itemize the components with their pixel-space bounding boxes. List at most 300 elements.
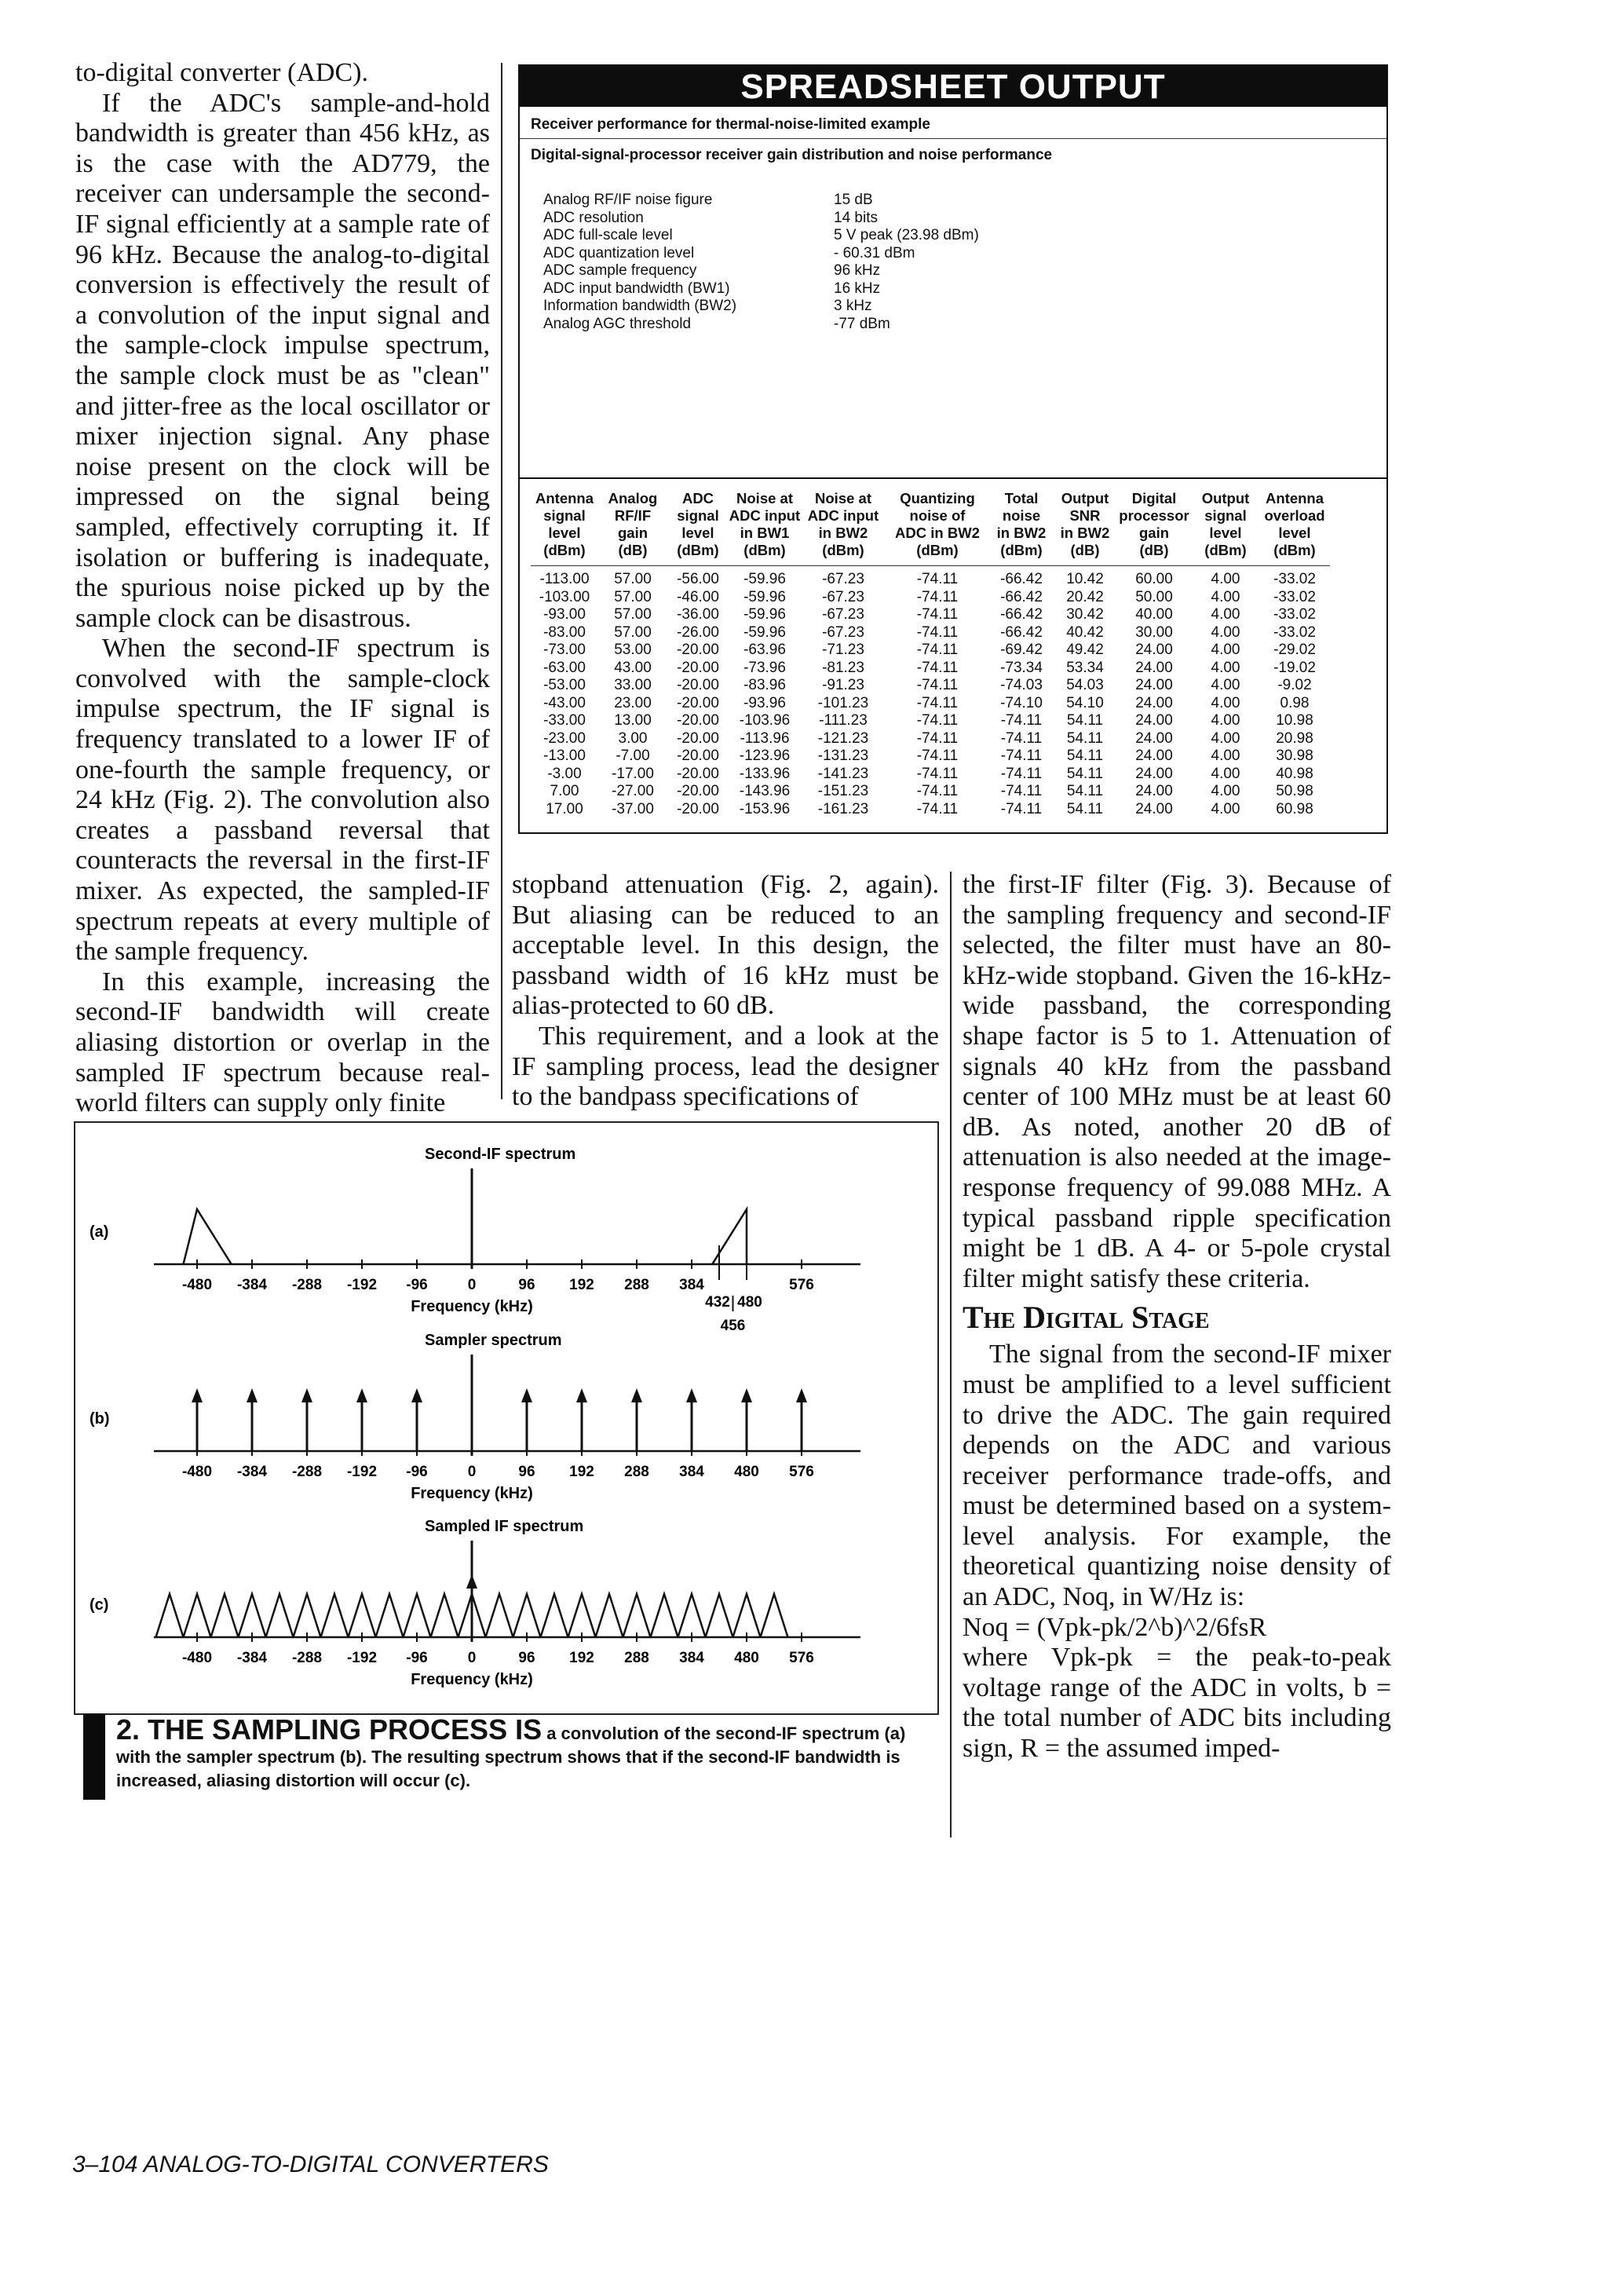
column-header: Digital processor gain (dB) (1116, 490, 1192, 566)
spectrum-triangle (596, 1594, 623, 1637)
table-cell: 40.00 (1135, 606, 1173, 623)
tick-label: -288 (291, 1650, 323, 1666)
tick-label: -288 (291, 1277, 323, 1293)
table-cell: -13.00 (543, 748, 586, 764)
tick-label: 0 (467, 1650, 477, 1666)
table-cell: 4.00 (1211, 783, 1240, 799)
table-cell: -93.00 (543, 606, 586, 623)
table-cell: -20.00 (677, 765, 719, 782)
table-cell: -33.02 (1273, 623, 1316, 641)
impulse-arrow (576, 1388, 587, 1402)
table-cell: -20.00 (677, 642, 719, 658)
caption-text (116, 1713, 925, 1793)
table-cell: 0.98 (1280, 694, 1310, 711)
spectrum-triangle (678, 1594, 706, 1637)
spectrum-triangle (513, 1594, 541, 1637)
table-cell: 50.98 (1276, 783, 1313, 799)
tick-label: -192 (346, 1277, 378, 1293)
impulse-arrow (192, 1388, 203, 1402)
table-cell: -74.11 (916, 729, 959, 747)
tick-label: -288 (291, 1464, 323, 1480)
table-row (531, 712, 1330, 730)
table-cell: -74.11 (916, 571, 959, 587)
equation: Noq = (Vpk-pk/2^b)^2/6fsR (963, 1612, 1267, 1642)
table-cell: -20.00 (677, 783, 719, 799)
panel-label: (c) (90, 1596, 109, 1614)
panel-label: (b) (90, 1410, 110, 1428)
table-row (531, 748, 1330, 766)
table-cell: 24.00 (1135, 729, 1173, 747)
table-cell: 24.00 (1135, 677, 1173, 693)
table-cell: -101.23 (817, 694, 869, 711)
table-cell: -74.11 (1000, 729, 1043, 747)
spectrum-triangle (568, 1594, 596, 1637)
tick-label: 0 (467, 1277, 477, 1293)
spectrum-triangle (211, 1594, 239, 1637)
table-cell: 4.00 (1211, 642, 1240, 658)
spectrum-triangle (733, 1594, 761, 1637)
table-cell: 4.00 (1211, 765, 1240, 782)
table-cell: 54.11 (1066, 729, 1104, 747)
paragraph: This requirement, and a look at the IF sampling process, lead the designer to the bandpass specifications of (512, 1021, 939, 1112)
table-cell: -74.11 (1000, 712, 1043, 729)
column-header: Antenna overload level (dBm) (1259, 490, 1330, 566)
x-axis-label: Frequency (kHz) (411, 1298, 533, 1315)
table-cell: 33.00 (614, 677, 652, 693)
table-cell: -103.00 (539, 588, 590, 605)
spectrum-triangle (321, 1594, 349, 1637)
spectrum-triangle (376, 1594, 404, 1637)
table-cell: 17.00 (546, 800, 583, 817)
table-cell: -113.96 (740, 729, 790, 747)
paragraph: When the second-IF spectrum is convolved with the sample-clock impulse spectrum, the IF signal is frequency translated to a lower IF of one-fourth the sample frequency, or 24 kHz (Fig. 2). The convolution also creates a passband reversal that counteracts the reversal in the first-IF mixer. As expected, the sampled-IF spectrum repeats at every multiple of the sample frequency. (75, 634, 490, 967)
table-cell: -20.00 (677, 748, 719, 764)
table-cell: -66.42 (1000, 571, 1043, 587)
table-cell: -93.96 (743, 694, 786, 711)
table-cell: -74.11 (916, 677, 959, 693)
table-cell: -161.23 (817, 800, 869, 817)
table-row (531, 801, 1330, 819)
spreadsheet-subtitle: Receiver performance for thermal-noise-limited example (520, 107, 1386, 139)
tick-label: 384 (679, 1464, 704, 1480)
spectrum-triangle (294, 1594, 321, 1637)
spreadsheet-subtitle-2: Digital-signal-processor receiver gain distribution and noise performance (531, 147, 1053, 163)
table-cell: 53.00 (614, 642, 652, 658)
table-cell: 24.00 (1135, 800, 1173, 817)
spreadsheet-title: SPREADSHEET OUTPUT (520, 66, 1386, 107)
column-header: ADC signal level (dBm) (667, 490, 729, 566)
table-cell: -26.00 (677, 623, 719, 641)
tick-label: 192 (569, 1464, 594, 1480)
x-axis-label: Frequency (kHz) (411, 1671, 533, 1688)
tick-label: 96 (518, 1650, 535, 1666)
tick-label: 96 (518, 1277, 535, 1293)
table-cell: -67.23 (822, 606, 864, 623)
spectrum-triangle (184, 1209, 232, 1264)
paragraph: the first-IF filter (Fig. 3). Because of the sampling frequency and second-IF selected, the filter must have an 80-kHz-wide stopband. Given the 16-kHz-wide passband, the corresponding shape factor is 5 to 1. Attenuation of signals 40 kHz from the passband center of 100 MHz must be at least 60 dB. As noted, another 20 dB of attenuation is also needed at the image-response frequency of 99.088 MHz. A typical passband ripple specification might be 1 dB. A 4- or 5-pole crystal filter might satisfy these criteria. (963, 870, 1391, 1293)
spectrum-triangle (349, 1594, 376, 1637)
tick-label: -96 (406, 1650, 428, 1666)
table-cell: 30.98 (1276, 748, 1313, 764)
table-cell: 4.00 (1211, 712, 1240, 729)
column-3 (963, 870, 1391, 1764)
figure-sampling-process (74, 1121, 939, 1715)
tick-label: 192 (569, 1277, 594, 1293)
table-cell: 4.00 (1211, 800, 1240, 817)
caption-body: a convolution of the second-IF spectrum (a) with the sampler spectrum (b). The resulting spectrum shows that if the second-IF bandwidth is increased, aliasing distortion will occur (c). (116, 1724, 906, 1790)
paragraph: where Vpk-pk = the peak-to-peak voltage range of the ADC in volts, b = the total number of ADC bits including sign, R = the assumed imped- (963, 1643, 1391, 1764)
table-cell: -19.02 (1273, 659, 1316, 676)
caption-bar (83, 1713, 105, 1800)
tick-label: 288 (624, 1650, 649, 1666)
table-cell: -33.02 (1273, 588, 1316, 605)
table-cell: -23.00 (543, 729, 586, 747)
spectrum-triangle (486, 1594, 513, 1637)
column-header: Noise at ADC input in BW2 (dBm) (801, 490, 886, 566)
paragraph: In this example, increasing the second-IF bandwidth will create aliasing distortion or overlap in the sampled IF spectrum because real-world filters can supply only finite (75, 967, 490, 1118)
table-cell: -131.23 (817, 748, 869, 764)
paragraph: The signal from the second-IF mixer must be amplified to a level sufficient to drive the ADC. The gain required depends on the ADC and various receiver performance trade-offs, and must be determined based on a system-level analysis. For example, the theoretical quantizing noise density of an ADC, Noq, in W/Hz is: (963, 1340, 1391, 1612)
table-row (531, 730, 1330, 748)
table-row (531, 589, 1330, 607)
table-cell: 54.03 (1066, 677, 1104, 693)
table-row (531, 660, 1330, 678)
figure-svg (75, 1123, 941, 1717)
table-cell: 50.00 (1135, 588, 1173, 605)
table-cell: 57.00 (614, 623, 652, 641)
table-cell: 54.11 (1066, 800, 1104, 817)
spectrum-triangle (266, 1594, 294, 1637)
tick-label: 432 (705, 1294, 730, 1311)
table-cell: 23.00 (614, 694, 652, 711)
table-cell: -20.00 (677, 677, 719, 693)
spectrum-triangle (541, 1594, 568, 1637)
table-cell: 20.42 (1066, 588, 1104, 605)
column-header: Total noise in BW2 (dBm) (989, 490, 1054, 566)
parameter-label: ADC resolution (543, 209, 644, 226)
tick-label: -384 (236, 1277, 268, 1293)
table-cell: -74.11 (916, 748, 959, 764)
tick-label: 480 (737, 1294, 762, 1311)
table-cell: 4.00 (1211, 677, 1240, 693)
table-cell: -17.00 (612, 765, 654, 782)
table-cell: -66.42 (1000, 588, 1043, 605)
table-cell: -53.00 (543, 677, 586, 693)
table-cell: 4.00 (1211, 659, 1240, 676)
table-cell: -74.11 (916, 800, 959, 817)
spectrum-triangle (184, 1594, 211, 1637)
parameter-row (543, 280, 979, 298)
table-cell: 54.11 (1066, 748, 1104, 764)
table-cell: 54.11 (1066, 783, 1104, 799)
table-cell: -91.23 (822, 677, 864, 693)
table-cell: -121.23 (817, 729, 869, 747)
text: stopband attenuation (Fig. 2, again). But aliasing can be reduced to an acceptable level. In this design, the passband width of 16 kHz must be alias-protected to 60 dB. (512, 870, 939, 1021)
tick-label: 384 (679, 1277, 704, 1293)
table-cell: -74.11 (1000, 748, 1043, 764)
tick-label: -96 (406, 1277, 428, 1293)
table-cell: -59.96 (743, 588, 786, 605)
table-cell: 4.00 (1211, 748, 1240, 764)
table-cell: 4.00 (1211, 588, 1240, 605)
parameter-label: Analog RF/IF noise figure (543, 192, 713, 208)
column-header: Output SNR in BW2 (dB) (1054, 490, 1116, 566)
table-cell: -74.10 (1000, 694, 1043, 711)
table-cell: 57.00 (614, 571, 652, 587)
impulse-arrow (247, 1388, 258, 1402)
impulse-arrow (356, 1388, 367, 1402)
parameter-list (543, 192, 979, 333)
impulse-arrow (301, 1388, 312, 1402)
column-header: Analog RF/IF gain (dB) (598, 490, 667, 566)
column-divider (501, 63, 502, 1099)
column-divider (950, 872, 952, 1837)
table-cell: -74.11 (916, 712, 959, 729)
spectrum-triangle (239, 1594, 266, 1637)
impulse-arrow (686, 1388, 697, 1402)
table-cell: 3.00 (618, 729, 648, 747)
table-cell: -73.34 (1000, 659, 1043, 676)
table-row (531, 783, 1330, 801)
paragraph: to-digital converter (ADC). (75, 58, 368, 87)
tick-label: 288 (624, 1277, 649, 1293)
table-cell: 24.00 (1135, 765, 1173, 782)
table-cell: -27.00 (612, 783, 654, 799)
table-cell: 4.00 (1211, 571, 1240, 587)
table-cell: -74.11 (1000, 765, 1043, 782)
table-cell: 60.00 (1135, 571, 1173, 587)
table-cell: 57.00 (614, 588, 652, 605)
spectrum-triangle (761, 1594, 788, 1637)
x-axis-label: Frequency (kHz) (411, 1485, 533, 1502)
parameter-row (543, 298, 979, 316)
table-cell: -37.00 (612, 800, 654, 817)
spectrum-triangle (156, 1594, 184, 1637)
table-cell: 24.00 (1135, 659, 1173, 676)
table-cell: 24.00 (1135, 783, 1173, 799)
table-cell: -66.42 (1000, 623, 1043, 641)
table-cell: -74.11 (916, 642, 959, 658)
table-cell: -63.96 (743, 642, 786, 658)
table-cell: -74.11 (916, 623, 959, 641)
tick-label: -96 (406, 1464, 428, 1480)
panel-label: (a) (90, 1223, 109, 1241)
table-cell: 30.00 (1135, 623, 1173, 641)
table-row (531, 624, 1330, 642)
parameter-label: Information bandwidth (BW2) (543, 298, 737, 314)
parameter-value: 15 dB (834, 192, 873, 208)
tick-label: 456 (720, 1318, 746, 1334)
tick-label: -192 (346, 1464, 378, 1480)
table-cell: -20.00 (677, 800, 719, 817)
table-cell: -9.02 (1277, 677, 1312, 693)
table-cell: 10.98 (1276, 712, 1313, 729)
tick-label: 576 (789, 1277, 814, 1293)
table-cell: -74.11 (916, 588, 959, 605)
panel-title: Sampler spectrum (425, 1332, 562, 1349)
tick-label: 480 (734, 1650, 759, 1666)
parameter-value: 96 kHz (834, 262, 881, 279)
table-cell: -33.02 (1273, 571, 1316, 587)
parameter-value: -77 dBm (834, 315, 890, 332)
table-cell: -83.00 (543, 623, 586, 641)
table-cell: -36.00 (677, 606, 719, 623)
impulse-arrow (466, 1574, 477, 1589)
table-cell: 30.42 (1066, 606, 1104, 623)
table-cell: 24.00 (1135, 694, 1173, 711)
table-cell: -20.00 (677, 729, 719, 747)
table-cell: -103.96 (739, 712, 791, 729)
tick-label: 384 (679, 1650, 704, 1666)
table-cell: -111.23 (819, 712, 868, 729)
table-cell: 24.00 (1135, 712, 1173, 729)
tick-label: 192 (569, 1650, 594, 1666)
tick-label: -384 (236, 1650, 268, 1666)
column-2 (512, 870, 939, 1113)
parameter-value: 5 V peak (23.98 dBm) (834, 227, 979, 243)
paragraph: If the ADC's sample-and-hold bandwidth is greater than 456 kHz, as is the case with the AD779, the receiver can undersample the second-IF signal efficiently at a sample rate of 96 kHz. Because the analog-to-digital conversion is effectively the result of a convolution of the input signal and the sample-clock impulse spectrum, the sample clock must be as "clean" and jitter-free as the local oscillator or mixer injection signal. Any phase noise present on the clock will be impressed on the signal being sampled, effectively corrupting it. If isolation or buffering is inadequate, the spurious noise picked up by the sample clock can be disastrous. (75, 88, 490, 633)
parameter-label: ADC quantization level (543, 244, 695, 261)
table-cell: -73.96 (743, 659, 786, 676)
table-cell: -74.11 (916, 694, 959, 711)
table-cell: -74.11 (1000, 800, 1043, 817)
table-cell: 4.00 (1211, 623, 1240, 641)
table-header-row (531, 490, 1330, 566)
tick-label: 576 (789, 1650, 814, 1666)
table-cell: -143.96 (739, 783, 791, 799)
table-cell: 40.98 (1276, 765, 1313, 782)
table-cell: -74.11 (916, 659, 959, 676)
table-row (531, 766, 1330, 784)
parameter-row (543, 245, 979, 263)
table-cell: -133.96 (739, 765, 791, 782)
column-header: Output signal level (dBm) (1192, 490, 1259, 566)
section-heading: The Digital Stage (963, 1300, 1210, 1336)
column-header: Noise at ADC input in BW1 (dBm) (729, 490, 801, 566)
table-cell: -59.96 (743, 606, 786, 623)
table-cell: -81.23 (822, 659, 864, 676)
table-cell: -71.23 (822, 642, 864, 658)
spectrum-triangle (706, 1594, 733, 1637)
table-cell: -123.96 (739, 748, 791, 764)
paragraph (512, 870, 939, 1022)
impulse-arrow (741, 1388, 752, 1402)
tick-label: 480 (734, 1464, 759, 1480)
table-cell: -74.11 (916, 765, 959, 782)
table-cell: 43.00 (614, 659, 652, 676)
impulse-arrow (631, 1388, 642, 1402)
parameter-row (543, 227, 979, 245)
table-cell: 40.42 (1066, 623, 1104, 641)
table-cell: -59.96 (743, 623, 786, 641)
table-row (531, 677, 1330, 695)
tick-label: 576 (789, 1464, 814, 1480)
parameter-row (543, 262, 979, 280)
table-cell: -69.42 (1000, 642, 1043, 658)
table-cell: -7.00 (616, 748, 650, 764)
spectrum-triangle (712, 1209, 747, 1264)
table-cell: 24.00 (1135, 748, 1173, 764)
table-cell: 4.00 (1211, 694, 1240, 711)
table-cell: -20.00 (677, 694, 719, 711)
parameter-value: - 60.31 dBm (834, 244, 915, 261)
column-header: Antenna signal level (dBm) (531, 490, 598, 566)
table-row (531, 695, 1330, 713)
column-1 (75, 58, 490, 1119)
table-cell: -113.00 (539, 571, 590, 587)
parameter-value: 3 kHz (834, 298, 872, 314)
tick-label: -480 (181, 1277, 213, 1293)
table-cell: -43.00 (543, 694, 586, 711)
tick-label: -480 (181, 1650, 213, 1666)
table-cell: 13.00 (614, 712, 652, 729)
table-cell: -74.03 (1000, 677, 1043, 693)
spectrum-triangle (431, 1594, 458, 1637)
table-cell: 49.42 (1066, 642, 1104, 658)
table-cell: -3.00 (547, 765, 582, 782)
parameter-label: ADC full-scale level (543, 227, 673, 243)
table-cell: -33.00 (543, 712, 586, 729)
tick-label: -192 (346, 1650, 378, 1666)
table-row (531, 642, 1330, 660)
table-row (531, 606, 1330, 624)
panel-title: Second-IF spectrum (425, 1146, 576, 1163)
parameter-row (543, 192, 979, 210)
table-cell: 4.00 (1211, 729, 1240, 747)
table-cell: 24.00 (1135, 642, 1173, 658)
column-header: Quantizing noise of ADC in BW2 (dBm) (886, 490, 989, 566)
table-cell: 4.00 (1211, 606, 1240, 623)
page-footer: 3–104 ANALOG-TO-DIGITAL CONVERTERS (72, 2152, 549, 2177)
table-cell: -74.11 (916, 606, 959, 623)
table-cell: -74.11 (916, 783, 959, 799)
parameter-label: ADC input bandwidth (BW1) (543, 280, 730, 297)
parameter-row (543, 210, 979, 228)
table-cell: -20.00 (677, 712, 719, 729)
spectrum-triangle (623, 1594, 651, 1637)
table-cell: -66.42 (1000, 606, 1043, 623)
table-row (531, 566, 1330, 589)
table-cell: -33.02 (1273, 606, 1316, 623)
table-cell: -59.96 (743, 571, 786, 587)
caption-head: 2. THE SAMPLING PROCESS IS (116, 1713, 542, 1746)
table-cell: -56.00 (677, 571, 719, 587)
table-cell: -73.00 (543, 642, 586, 658)
table-cell: -63.00 (543, 659, 586, 676)
tick-label: 288 (624, 1464, 649, 1480)
table-cell: -29.02 (1273, 642, 1316, 658)
spectrum-triangle (404, 1594, 431, 1637)
table-cell: 10.42 (1066, 571, 1104, 587)
table-cell: 57.00 (614, 606, 652, 623)
spectrum-triangle (651, 1594, 678, 1637)
table-cell: -67.23 (822, 571, 864, 587)
table-cell: -67.23 (822, 588, 864, 605)
impulse-arrow (411, 1388, 422, 1402)
table-cell: 54.11 (1066, 765, 1104, 782)
table-cell: 60.98 (1276, 800, 1313, 817)
parameter-value: 14 bits (834, 209, 878, 226)
panel-title: Sampled IF spectrum (425, 1518, 584, 1535)
table-cell: -74.11 (1000, 783, 1043, 799)
table-cell: 53.34 (1066, 659, 1104, 676)
impulse-arrow (521, 1388, 532, 1402)
spreadsheet-box (518, 64, 1388, 834)
table-cell: 7.00 (550, 783, 579, 799)
table-cell: -46.00 (677, 588, 719, 605)
table-cell: -151.23 (817, 783, 869, 799)
table-cell: -153.96 (739, 800, 791, 817)
